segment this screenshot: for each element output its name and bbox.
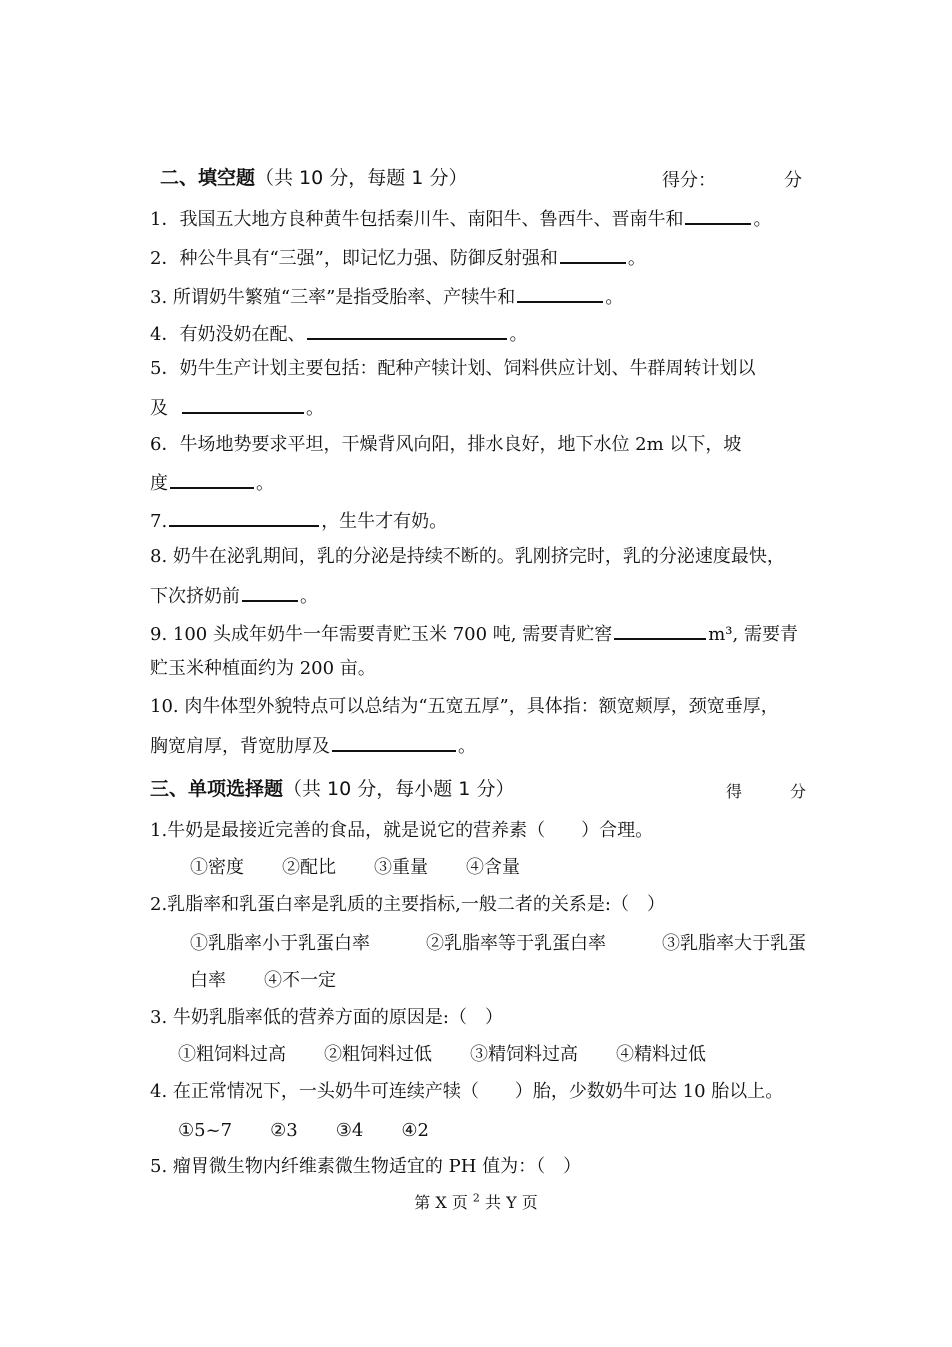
option[interactable]: ③4 bbox=[335, 1120, 364, 1141]
answer-blank[interactable] bbox=[242, 582, 298, 602]
option[interactable]: ①粗饲料过高 bbox=[178, 1044, 286, 1065]
fill-question-2: 2．种公牛具有“三强”，即记忆力强、防御反射强和 。 bbox=[150, 244, 806, 271]
choice-options-2 bbox=[190, 932, 806, 956]
fill-question-5: 5．奶牛生产计划主要包括：配种产犊计划、饲料供应计划、牛群周转计划以 bbox=[150, 358, 756, 379]
fill-question-4: 4．有奶没奶在配、 。 bbox=[150, 320, 806, 347]
option[interactable]: ③精饲料过高 bbox=[470, 1044, 578, 1065]
answer-blank[interactable] bbox=[614, 620, 706, 640]
choice-options-1 bbox=[190, 856, 558, 880]
fill-question-9-cont: 贮玉米种植面约为 200 亩。 bbox=[150, 658, 376, 679]
option[interactable]: ③乳脂率大于乳蛋 bbox=[662, 933, 806, 954]
option[interactable]: ②粗饲料过低 bbox=[324, 1044, 432, 1065]
choice-options-3 bbox=[178, 1043, 744, 1067]
option[interactable]: ②乳脂率等于乳蛋白率 bbox=[426, 933, 606, 954]
section2-title: 二、填空题（共 10 分，每题 1 分） bbox=[160, 167, 468, 189]
option[interactable]: ②3 bbox=[270, 1120, 298, 1141]
choice-question-4: 4. 在正常情况下，一头奶牛可连续产犊（ ）胎，少数奶牛可达 10 胎以上。 bbox=[150, 1081, 784, 1102]
option[interactable]: ③重量 bbox=[374, 857, 428, 878]
fill-question-7: 7. ，生牛才有奶。 bbox=[150, 507, 806, 534]
answer-blank[interactable] bbox=[307, 320, 507, 340]
answer-blank[interactable] bbox=[182, 394, 304, 414]
option-cont: 白率 bbox=[190, 970, 226, 991]
answer-blank[interactable] bbox=[685, 205, 751, 225]
option[interactable]: ②配比 bbox=[282, 857, 336, 878]
option[interactable]: ①密度 bbox=[190, 857, 244, 878]
section2-score-label: 得分： bbox=[662, 170, 716, 191]
choice-options-4 bbox=[178, 1119, 467, 1143]
fill-question-10-cont: 胸宽肩厚，背宽肋厚及 。 bbox=[150, 732, 806, 759]
option[interactable]: ①乳脂率小于乳蛋白率 bbox=[190, 933, 370, 954]
answer-blank[interactable] bbox=[169, 507, 319, 527]
answer-blank[interactable] bbox=[560, 244, 626, 264]
section2-points: （共 10 分，每题 1 分） bbox=[255, 167, 468, 189]
fill-question-1: 1．我国五大地方良种黄牛包括秦川牛、南阳牛、鲁西牛、晋南牛和 。 bbox=[150, 205, 806, 232]
option[interactable]: ④含量 bbox=[466, 857, 520, 878]
page-footer: 第 X 页 $^2$ 共 Y 页 bbox=[414, 1191, 538, 1212]
section3-title: 三、单项选择题（共 10 分，每小题 1 分） bbox=[150, 778, 515, 800]
answer-blank[interactable] bbox=[517, 283, 603, 303]
section2-score-unit: 分 bbox=[784, 170, 802, 191]
fill-question-5-cont: 及 。 bbox=[150, 394, 806, 421]
option[interactable]: ④2 bbox=[401, 1120, 429, 1141]
section3-score-fen: 分 bbox=[790, 782, 807, 801]
section3-score-de: 得 bbox=[726, 782, 743, 801]
choice-question-1: 1.牛奶是最接近完善的食品，就是说它的营养素（ ）合理。 bbox=[150, 820, 654, 841]
option[interactable]: ④精料过低 bbox=[616, 1044, 706, 1065]
choice-options-2-cont bbox=[190, 969, 374, 993]
choice-question-3: 3. 牛奶乳脂率低的营养方面的原因是:（ ） bbox=[150, 1007, 503, 1028]
fill-question-3: 3. 所谓奶牛繁殖“三率”是指受胎率、产犊牛和 。 bbox=[150, 283, 806, 310]
fill-question-6-cont: 度 。 bbox=[150, 469, 806, 496]
choice-question-5: 5. 瘤胃微生物内纤维素微生物适宜的 PH 值为：（ ） bbox=[150, 1156, 582, 1177]
fill-question-8-cont: 下次挤奶前 。 bbox=[150, 582, 806, 609]
answer-blank[interactable] bbox=[170, 469, 254, 489]
fill-question-6: 6．牛场地势要求平坦，干燥背风向阳，排水良好，地下水位 2m 以下，坡 bbox=[150, 434, 742, 455]
option[interactable]: ④不一定 bbox=[264, 970, 336, 991]
page-number: 2 bbox=[472, 1191, 480, 1205]
fill-question-9: 9. 100 头成年奶牛一年需要青贮玉米 700 吨, 需要青贮窖 m³, 需要青 bbox=[150, 620, 806, 647]
option[interactable]: ①5~7 bbox=[178, 1120, 233, 1141]
answer-blank[interactable] bbox=[332, 732, 456, 752]
fill-question-8: 8. 奶牛在泌乳期间，乳的分泌是持续不断的。乳刚挤完时，乳的分泌速度最快， bbox=[150, 546, 785, 567]
section3-points: （共 10 分，每小题 1 分） bbox=[283, 778, 515, 800]
choice-question-2: 2.乳脂率和乳蛋白率是乳质的主要指标,一般二者的关系是:（ ） bbox=[150, 894, 665, 915]
fill-question-10: 10. 肉牛体型外貌特点可以总结为“五宽五厚”，具体指：额宽颊厚，颈宽垂厚， bbox=[150, 696, 779, 717]
